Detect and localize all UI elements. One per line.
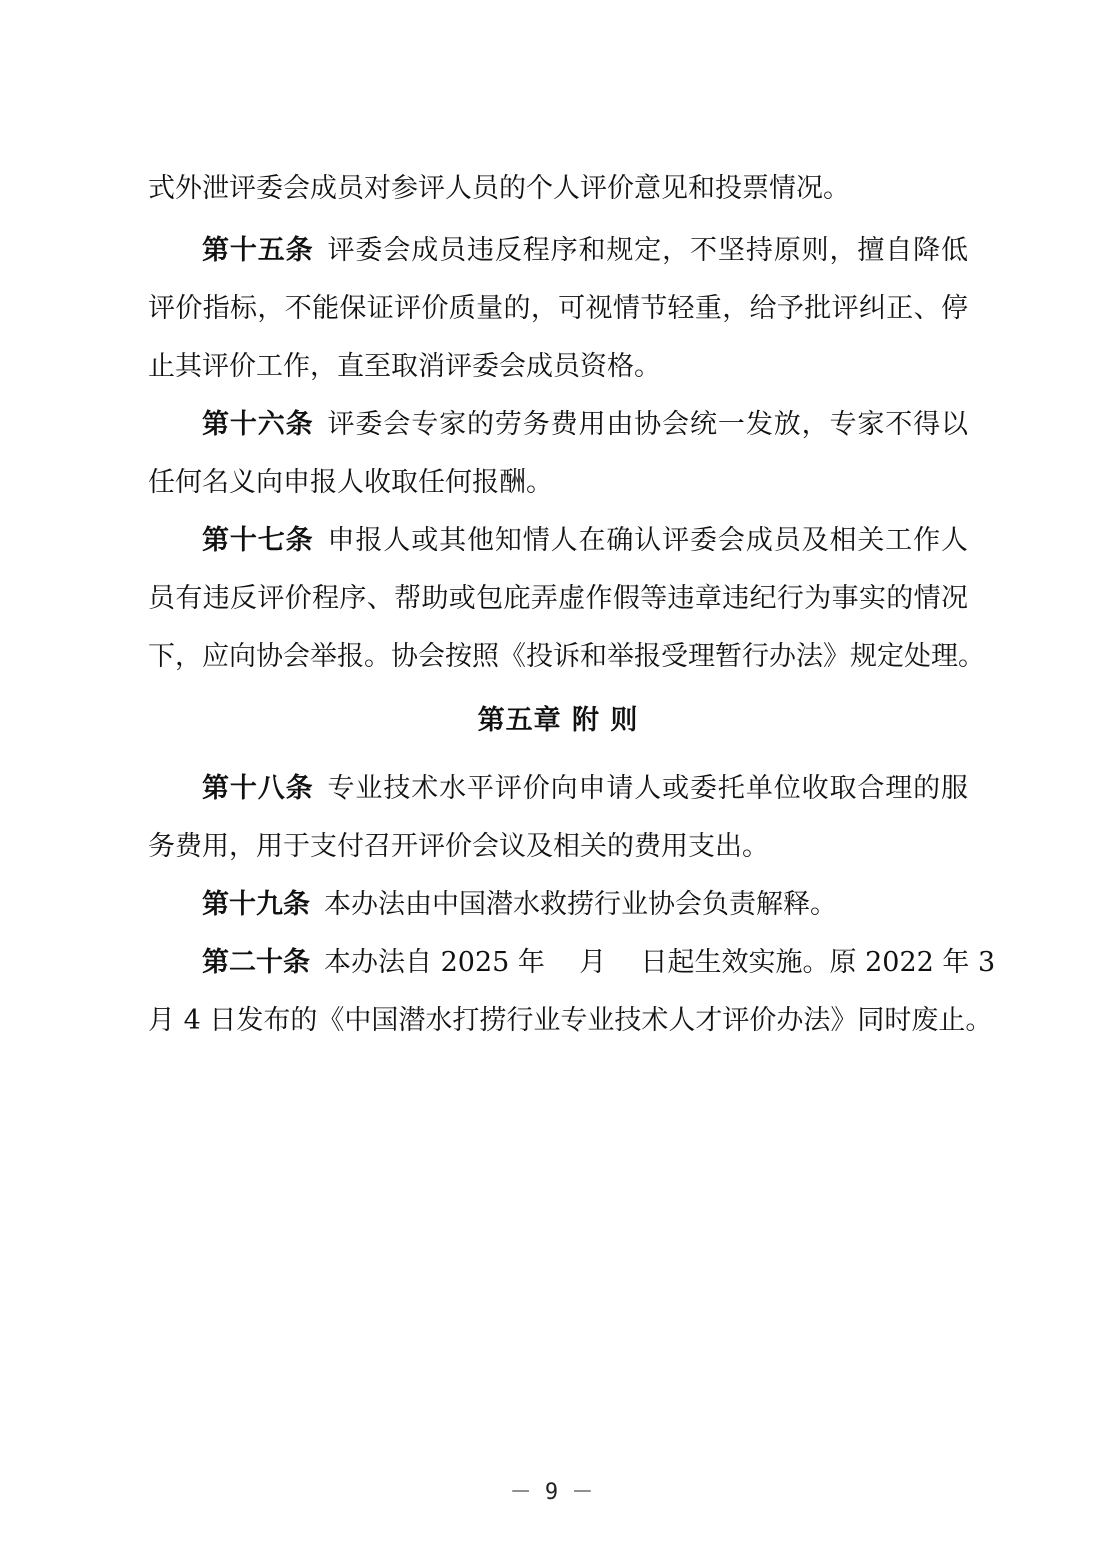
article-15-line-2: 评价指标，不能保证评价质量的，可视情节轻重，给予批评纠正、停 — [148, 293, 968, 324]
article-20-label: 第二十条 — [202, 947, 310, 978]
article-17-line-1: 第十七条 申报人或其他知情人在确认评委会成员及相关工作人 — [202, 525, 969, 556]
article-16-line-1: 第十六条 评委会专家的劳务费用由协会统一发放，专家不得以 — [202, 409, 969, 440]
article-16-line-2: 任何名义向申报人收取任何报酬。 — [148, 467, 553, 498]
article-15-label: 第十五条 — [202, 235, 314, 266]
article-18-label: 第十八条 — [202, 773, 314, 804]
article-18-line-2: 务费用，用于支付召开评价会议及相关的费用支出。 — [148, 831, 769, 862]
article-20-line-1: 第二十条 本办法自 2025 年 月 日起生效实施。原 2022 年 3 — [202, 947, 996, 978]
article-16-label: 第十六条 — [202, 409, 314, 440]
article-15-line-3: 止其评价工作，直至取消评委会成员资格。 — [148, 351, 661, 382]
article-17-line-3: 下，应向协会举报。协会按照《投诉和举报受理暂行办法》规定处理。 — [148, 641, 985, 672]
article-18-line-1: 第十八条 专业技术水平评价向申请人或委托单位收取合理的服 — [202, 773, 969, 804]
text-line: 式外泄评委会成员对参评人员的个人评价意见和投票情况。 — [148, 173, 850, 204]
article-19-label: 第十九条 — [202, 889, 310, 920]
article-15-line-1: 第十五条 评委会成员违反程序和规定，不坚持原则，擅自降低 — [202, 235, 969, 266]
article-20-line-2: 月 4 日发布的《中国潜水打捞行业专业技术人才评价办法》同时废止。 — [148, 1005, 993, 1036]
article-19-line-1: 第十九条 本办法由中国潜水救捞行业协会负责解释。 — [202, 889, 837, 920]
chapter-heading: 第五章 附 则 — [477, 705, 639, 736]
article-17-line-2: 员有违反评价程序、帮助或包庇弄虚作假等违章违纪行为事实的情况 — [148, 583, 968, 614]
page-number: － 9 － — [509, 1480, 594, 1505]
article-17-label: 第十七条 — [202, 525, 314, 556]
